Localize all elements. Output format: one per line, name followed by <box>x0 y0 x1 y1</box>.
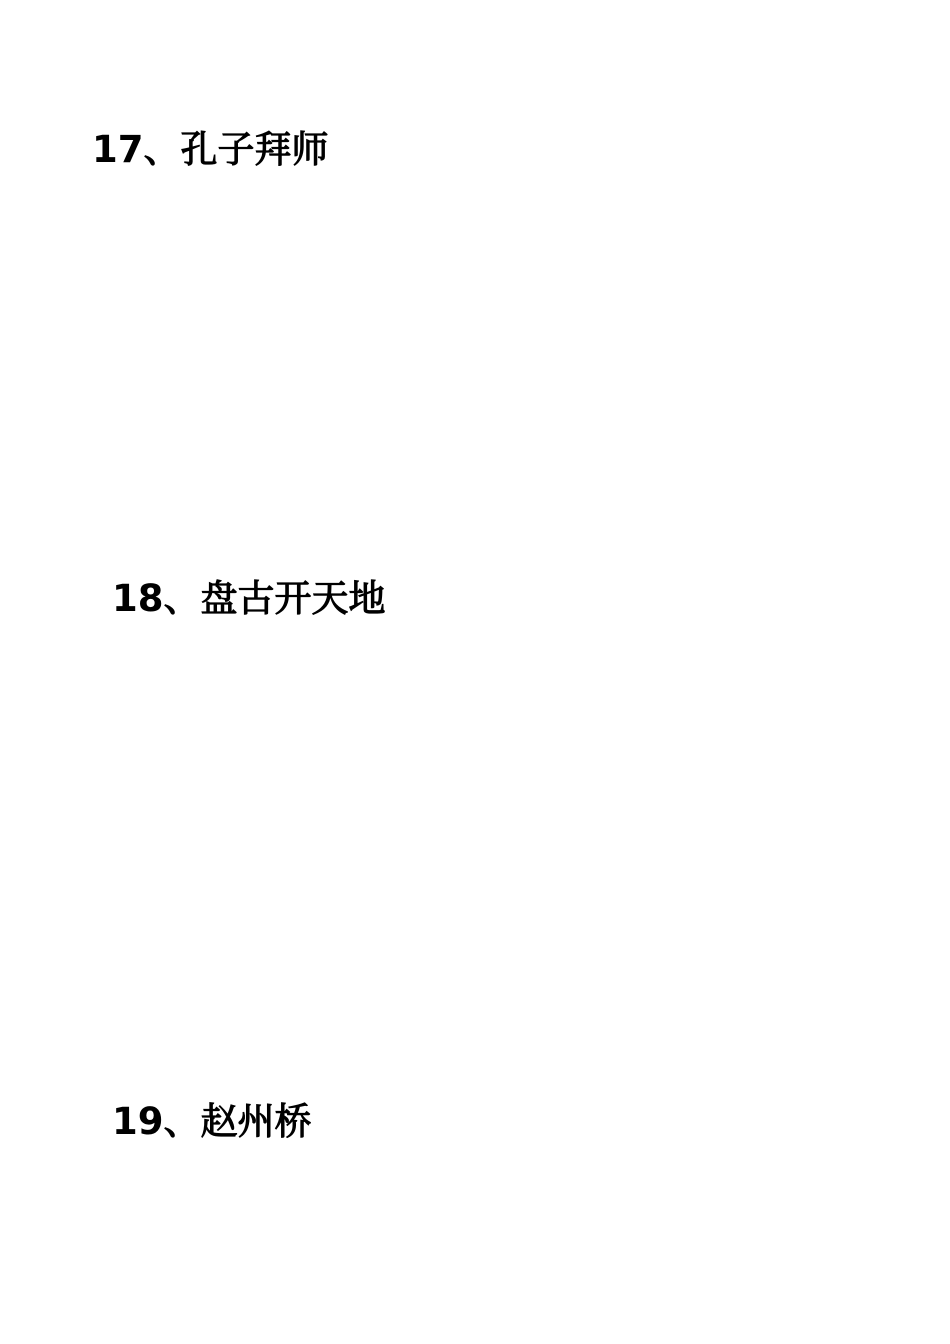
section-heading-18: 18、盘古开天地 <box>112 577 386 620</box>
section-heading-17: 17、孔子拜师 <box>92 128 329 171</box>
section-heading-19: 19、赵州桥 <box>112 1100 312 1143</box>
